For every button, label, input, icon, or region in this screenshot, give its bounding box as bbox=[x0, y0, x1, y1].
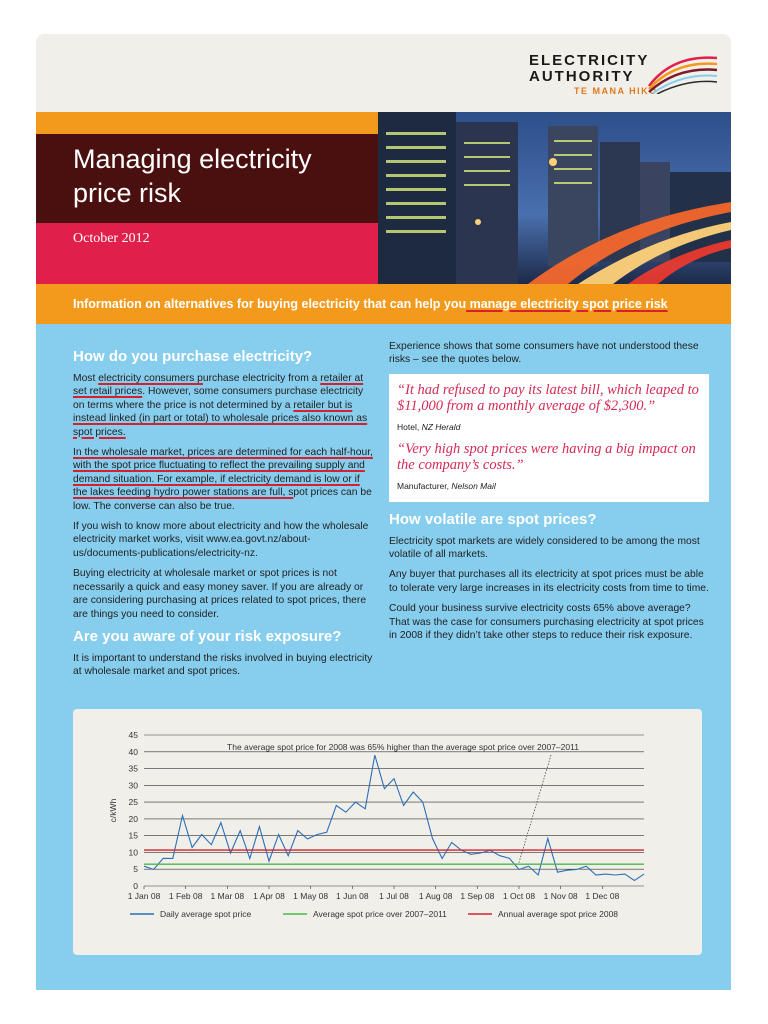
paragraph-intro: Experience shows that some consumers have not understood these risks – see the quotes below. bbox=[389, 341, 699, 366]
city-night-photo bbox=[378, 112, 731, 284]
text-run-underlined: retailer but is instead linked (in part or total) to wholesale prices also known as spot prices. bbox=[73, 399, 368, 438]
content-panel bbox=[36, 324, 731, 990]
left-column bbox=[73, 348, 373, 686]
quote-2-source bbox=[397, 480, 701, 493]
y-tick-label: 35 bbox=[128, 763, 138, 774]
text-run: Most bbox=[73, 373, 99, 384]
text-run-underlined: retailer at set retail prices bbox=[73, 373, 364, 398]
text-run-underlined: In the wholesale market, prices are determined for each half-hour, with the spot price fluctuating to reflect the prevailing supply and demand situation. For example, if electricity dem bbox=[73, 447, 373, 485]
y-axis-label: c/kWh bbox=[108, 798, 118, 823]
heading-risk: Are you aware of your risk exposure? bbox=[73, 627, 342, 645]
paragraph-volatile-3: Could your business survive electricity costs 65% above average? That was the case for consumers purchasing electricity at spot prices in 2008 if they didn’t take other steps to reduce their risk exposure. bbox=[389, 603, 704, 642]
heading-purchase: How do you purchase electricity? bbox=[73, 348, 313, 365]
paragraph-volatile-2: Any buyer that purchases all its electricity at spot prices must be able to tolerate very large increases in its electricity costs from time to time. bbox=[389, 569, 709, 594]
quote-2: “Very high spot prices were having a big impact on the company’s costs.” bbox=[397, 441, 696, 474]
x-tick-label: 1 Jul 08 bbox=[379, 891, 409, 901]
chart-svg bbox=[73, 709, 702, 955]
x-tick-label: 1 Dec 08 bbox=[585, 891, 620, 901]
quote-1-source-role: Hotel, bbox=[397, 421, 422, 432]
text-run-underlined: electricity consumers p bbox=[98, 373, 203, 384]
quote-1-source bbox=[397, 421, 701, 434]
text-run: . However, some consumers purchase electricity on terms where the price is not determined by a bbox=[73, 386, 364, 411]
logo-line-2: AUTHORITY bbox=[529, 68, 635, 85]
y-tick-label: 45 bbox=[128, 730, 138, 740]
x-tick-label: 1 Apr 08 bbox=[253, 891, 285, 901]
x-tick-label: 1 Sep 08 bbox=[460, 891, 495, 901]
logo-subtitle: TE MANA HIKO bbox=[574, 86, 658, 96]
paragraph-risk: It is important to understand the risks involved in buying electricity at wholesale market and spot prices. bbox=[73, 652, 373, 678]
paragraph-volatile-1: Electricity spot markets are widely considered to be among the most volatile of all markets. bbox=[389, 535, 700, 561]
y-tick-label: 0 bbox=[133, 881, 138, 891]
quote-box bbox=[389, 374, 709, 502]
right-column bbox=[389, 341, 709, 649]
header-orange-strip bbox=[36, 112, 378, 134]
legend-label: Annual average spot price 2008 bbox=[498, 909, 619, 919]
y-tick-label: 30 bbox=[128, 780, 138, 791]
text-run: urchase electricity from a bbox=[202, 373, 321, 384]
paragraph-purchase-4: Buying electricity at wholesale market or spot prices is not necessarily a quick and easy money saver. If you are already or are considering purchasing at prices related to spot prices, there are things you need to consider. bbox=[73, 568, 367, 620]
x-tick-label: 1 May 08 bbox=[293, 891, 329, 901]
spot-price-chart bbox=[73, 709, 702, 955]
paragraph-purchase-1 bbox=[73, 372, 373, 439]
legend-label: Average spot price over 2007–2011 bbox=[313, 909, 447, 919]
y-tick-label: 15 bbox=[128, 830, 138, 841]
paragraph-purchase-3: If you wish to know more about electricity and how the wholesale electricity market works, visit www.ea.govt.nz/about-us/documents-publications/electricity-nz. bbox=[73, 521, 369, 559]
x-tick-label: 1 Oct 08 bbox=[502, 891, 536, 901]
x-tick-label: 1 Jan 08 bbox=[127, 891, 161, 901]
y-tick-label: 20 bbox=[128, 813, 138, 824]
quote-2-source-role: Manufacturer, bbox=[397, 481, 452, 492]
quote-1: “It had refused to pay its latest bill, which leaped to $11,000 from a monthly average of $2,300.” bbox=[397, 381, 699, 414]
publication-date: October 2012 bbox=[73, 231, 150, 246]
x-tick-label: 1 Jun 08 bbox=[336, 891, 369, 901]
title-line-2: price risk bbox=[73, 178, 182, 208]
banner-text-part-2: manage electricity spot price risk bbox=[466, 297, 668, 311]
title-block bbox=[36, 134, 378, 223]
heading-volatile: How volatile are spot prices? bbox=[389, 510, 597, 528]
document-page bbox=[36, 34, 731, 990]
text-run-underlined: and is low or if the lakes feeding hydro power stations are full, s bbox=[73, 473, 360, 499]
x-tick-label: 1 Mar 08 bbox=[210, 891, 245, 901]
quote-1-source-publication: NZ Herald bbox=[421, 421, 461, 432]
quote-2-source-publication: Nelson Mail bbox=[451, 481, 496, 492]
chart-annotation: The average spot price for 2008 was 65% higher than the average spot price over 2007–2011 bbox=[227, 742, 579, 752]
series-line-daily-average bbox=[144, 755, 644, 880]
x-tick-label: 1 Nov 08 bbox=[543, 891, 578, 901]
title-line-1: Managing electricity bbox=[73, 144, 312, 174]
info-banner bbox=[36, 284, 731, 324]
page-title bbox=[73, 142, 312, 210]
banner-text bbox=[73, 297, 668, 311]
banner-text-part-1: Information on alternatives for buying electricity that can help you bbox=[73, 297, 467, 311]
legend-label: Daily average spot price bbox=[160, 909, 252, 919]
y-tick-label: 5 bbox=[133, 864, 138, 875]
y-tick-label: 40 bbox=[128, 746, 138, 757]
x-tick-label: 1 Feb 08 bbox=[168, 891, 203, 901]
y-tick-label: 10 bbox=[128, 847, 138, 858]
y-tick-label: 25 bbox=[128, 797, 138, 808]
date-block bbox=[36, 223, 378, 284]
paragraph-purchase-2 bbox=[73, 446, 373, 513]
logo-line-1: ELECTRICITY bbox=[529, 52, 650, 69]
text-run: pot prices can be low. The converse can also be true. bbox=[73, 487, 372, 512]
logo-swirl-icon bbox=[647, 52, 719, 94]
x-tick-label: 1 Aug 08 bbox=[418, 891, 453, 901]
